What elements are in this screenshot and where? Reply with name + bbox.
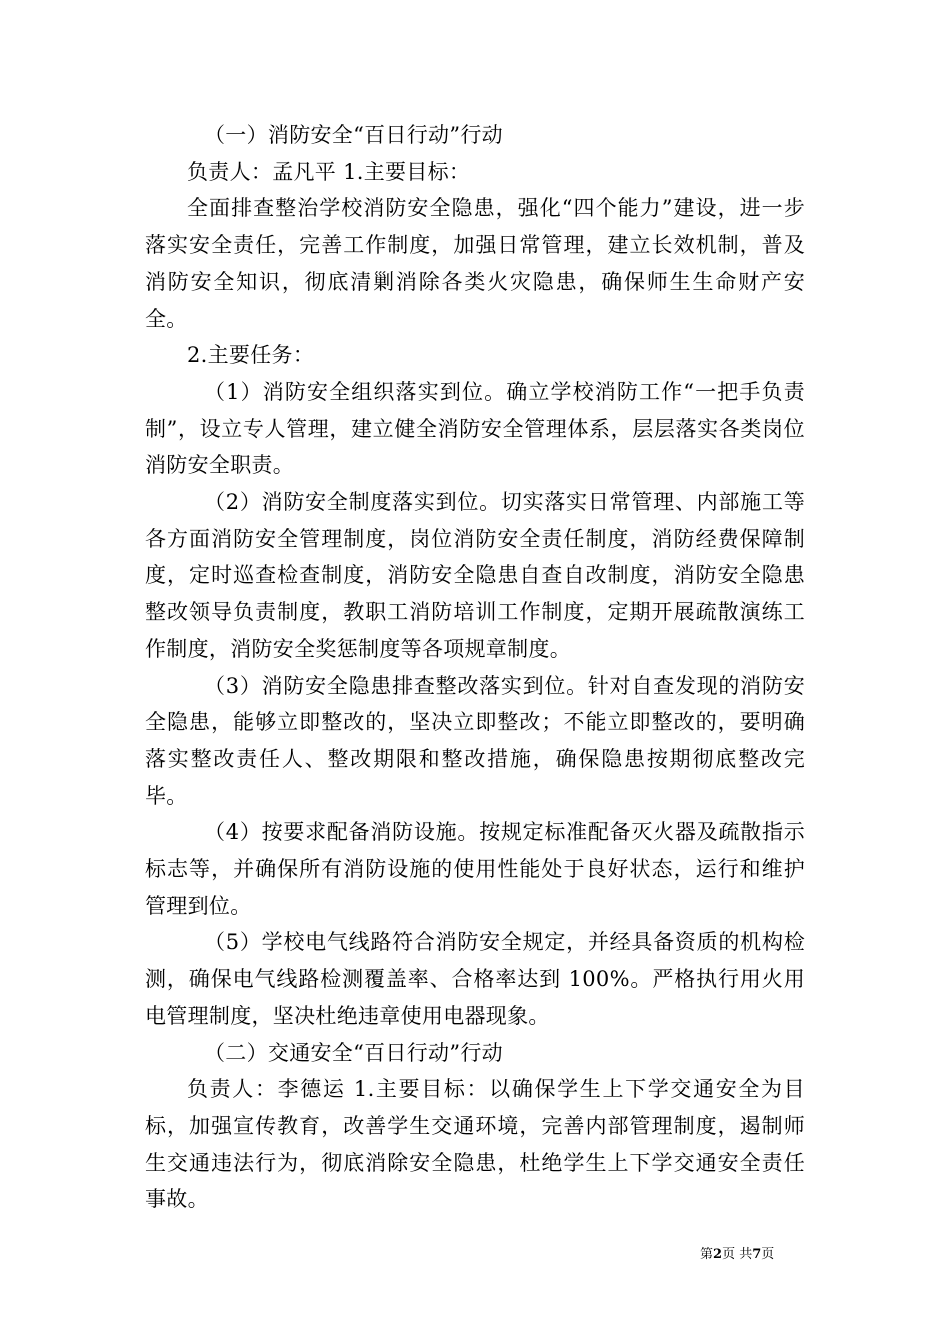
paragraph-fire-goal: 全面排查整治学校消防安全隐患，强化“四个能力”建设，进一步落实安全责任，完善工作制度，加强日常管理，建立长效机制，普及消防安全知识，彻底清剿消除各类火灾隐患，确保师生生命财产安全。 (145, 196, 805, 331)
paragraph-traffic-goal: 负责人：李德运 1.主要目标：以确保学生上下学交通安全为目标，加强宣传教育，改善学生交通环境，完善内部管理制度，遏制师生交通违法行为，彻底消除安全隐患，杜绝学生上下学交通安全责任事故。 (145, 1077, 805, 1212)
paragraph-task-5: （5）学校电气线路符合消防安全规定，并经具备资质的机构检测，确保电气线路检测覆盖率、合格率达到 100%。严格执行用火用电管理制度，坚决杜绝违章使用电器现象。 (145, 930, 805, 1028)
footer-middle: 页 共 (722, 1247, 753, 1262)
paragraph-task-3: （3）消防安全隐患排查整改落实到位。针对自查发现的消防安全隐患，能够立即整改的，坚决立即整改；不能立即整改的，要明确落实整改责任人、整改期限和整改措施，确保隐患按期彻底整改完毕。 (145, 673, 805, 808)
paragraph-task-1: （1）消防安全组织落实到位。确立学校消防工作“一把手负责制”，设立专人管理，建立健全消防安全管理体系，层层落实各类岗位消防安全职责。 (145, 379, 805, 478)
paragraph-main-tasks-heading: 2.主要任务： (187, 343, 315, 368)
footer-prefix: 第 (700, 1247, 714, 1262)
section-heading-traffic-safety: （二）交通安全“百日行动”行动 (204, 1040, 503, 1065)
footer-page-number: 2 (713, 1247, 723, 1262)
document-body (145, 117, 805, 1218)
paragraph-task-4: （4）按要求配备消防设施。按规定标准配备灭火器及疏散指示标志等，并确保所有消防设施的使用性能处于良好状态，运行和维护管理到位。 (145, 820, 805, 918)
footer-total-pages: 7 (752, 1247, 762, 1262)
responsible-person-fire: 负责人：孟凡平 1.主要目标： (187, 159, 471, 184)
section-heading-fire-safety: （一）消防安全“百日行动”行动 (204, 123, 503, 147)
page-footer (700, 1246, 850, 1264)
footer-suffix: 页 (761, 1247, 775, 1262)
paragraph-task-2: （2）消防安全制度落实到位。切实落实日常管理、内部施工等各方面消防安全管理制度，岗位消防安全责任制度，消防经费保障制度，定时巡查检查制度，消防安全隐患自查自改制度，消防安全隐患整改领导负责制度，教职工消防培训工作制度，定期开展疏散演练工作制度，消防安全奖惩制度等各项规章制度。 (145, 490, 805, 661)
